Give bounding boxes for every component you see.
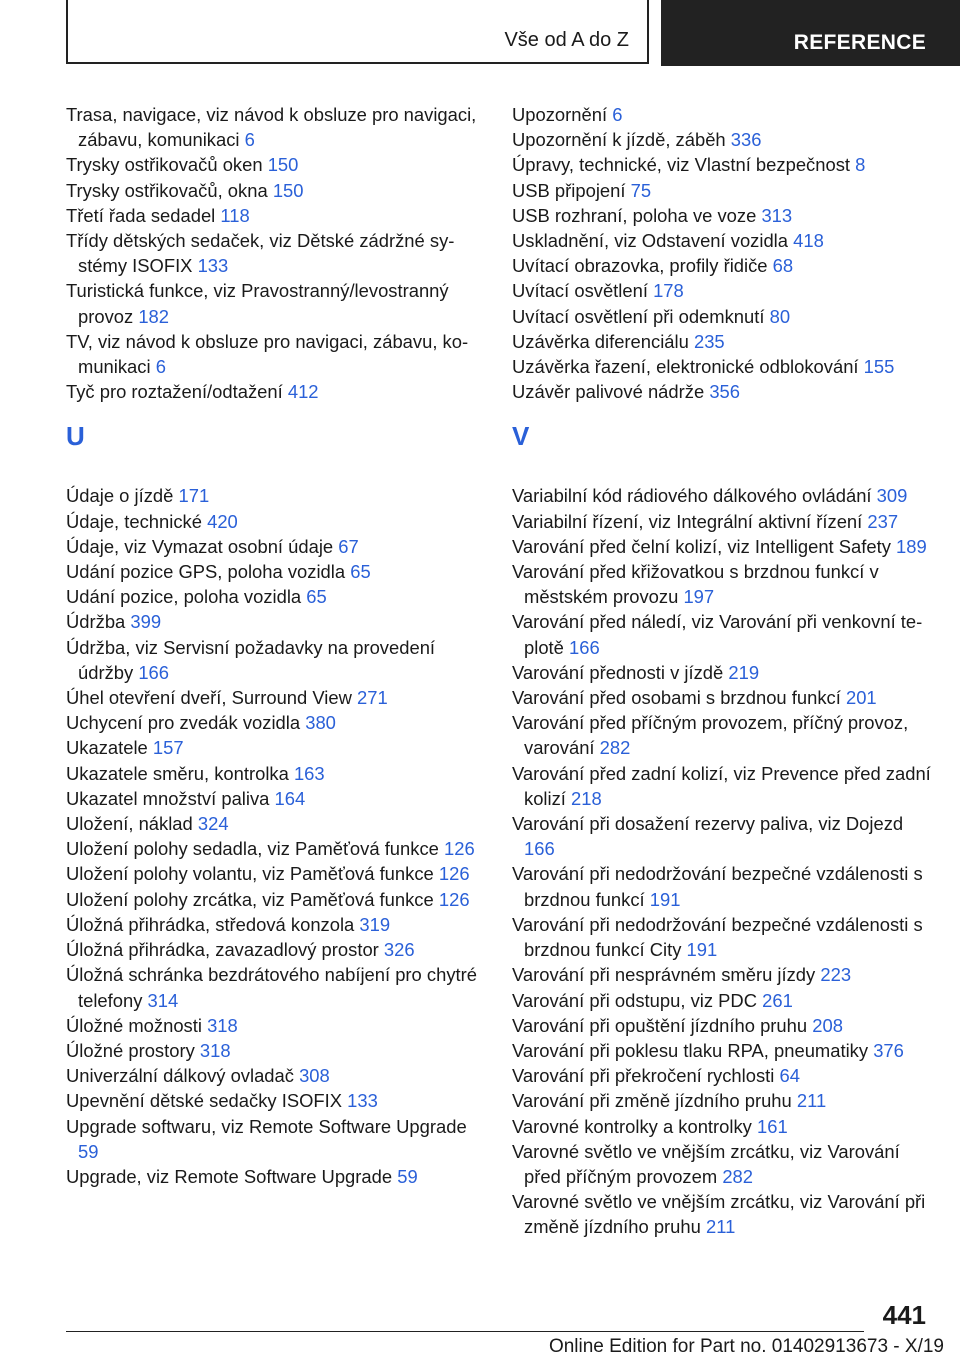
index-entry-page-link[interactable]: 356 bbox=[709, 381, 740, 403]
index-entry bbox=[512, 329, 932, 354]
index-entry-term: Úložná schránka bezdrátového nabíjení pro chytré telefony bbox=[66, 964, 477, 1011]
index-entry-term: Turistická funkce, viz Pravostranný/levostranný provoz bbox=[66, 280, 449, 327]
page-number: 441 bbox=[882, 1300, 926, 1330]
index-entry bbox=[512, 228, 932, 253]
index-entry-term: USB rozhraní, poloha ve voze bbox=[512, 204, 757, 226]
index-entry-term: Uvítací osvětlení při odemknutí bbox=[512, 305, 765, 327]
index-entry-term: Uskladnění, viz Odstavení vozidla bbox=[512, 230, 788, 252]
index-entry bbox=[512, 962, 932, 987]
index-entry-page-link[interactable]: 161 bbox=[757, 1115, 788, 1137]
index-entry-page-link[interactable]: 237 bbox=[867, 510, 899, 532]
index-entry-page-link[interactable]: 282 bbox=[722, 1165, 753, 1187]
index-entry-page-link[interactable]: 182 bbox=[138, 305, 170, 327]
index-entry-page-link[interactable]: 313 bbox=[761, 204, 793, 226]
index-entry bbox=[512, 354, 932, 379]
index-entry-page-link[interactable]: 150 bbox=[272, 179, 304, 201]
index-entry-page-link[interactable]: 68 bbox=[772, 255, 794, 277]
index-entry-page-link[interactable]: 319 bbox=[359, 913, 391, 935]
index-entry bbox=[66, 635, 486, 685]
index-entry-term: Trysky ostřikovačů, okna bbox=[66, 179, 268, 201]
index-entry bbox=[66, 228, 486, 278]
index-entry bbox=[66, 836, 486, 861]
index-entry bbox=[66, 203, 486, 228]
index-entry bbox=[512, 811, 932, 861]
index-entry bbox=[512, 1063, 932, 1088]
index-entry-page-link[interactable]: 178 bbox=[653, 280, 684, 302]
index-entry-page-link[interactable]: 163 bbox=[293, 762, 325, 784]
index-entry-term: Varování při překročení rychlosti bbox=[512, 1065, 775, 1087]
index-entry-page-link[interactable]: 155 bbox=[863, 356, 895, 378]
index-entry-term: Varování při nedodržování bezpečné vzdálenosti s brzdnou funkcí bbox=[512, 863, 923, 910]
index-entry-page-link[interactable]: 318 bbox=[207, 1014, 238, 1036]
index-entry bbox=[66, 1013, 486, 1038]
index-entry bbox=[512, 861, 932, 911]
index-entry bbox=[512, 278, 932, 303]
index-entry-page-link[interactable]: 65 bbox=[306, 586, 327, 608]
index-entry-page-link[interactable]: 189 bbox=[896, 535, 927, 557]
index-entry-term: Ukazatele bbox=[66, 737, 148, 759]
index-entry-page-link[interactable]: 6 bbox=[612, 104, 623, 125]
index-entry bbox=[512, 559, 932, 609]
index-entry-term: TV, viz návod k obsluze pro navigaci, zábavu, komunikaci bbox=[66, 330, 469, 378]
index-entry bbox=[66, 710, 486, 735]
index-entry bbox=[66, 102, 486, 152]
header-reference-label: REFERENCE bbox=[793, 31, 926, 54]
index-entry-term: Třetí řada sedadel bbox=[66, 204, 216, 226]
index-entry-term: Údaje, viz Vymazat osobní údaje bbox=[66, 535, 334, 557]
index-entry-term: USB připojení bbox=[512, 179, 626, 201]
index-entry-page-link[interactable]: 197 bbox=[683, 586, 715, 608]
index-entry-page-link[interactable]: 75 bbox=[630, 179, 652, 201]
index-entry bbox=[66, 962, 486, 1012]
index-entry bbox=[512, 509, 932, 534]
index-entry-term: Varování při poklesu tlaku RPA, pneumatiky bbox=[512, 1039, 869, 1061]
header-reference-badge bbox=[661, 0, 960, 66]
index-entry-term: Udání pozice GPS, poloha vozidla bbox=[66, 561, 346, 583]
index-entry-page-link[interactable]: 164 bbox=[274, 787, 306, 809]
index-entry-term: Uložení polohy sedadla, viz Paměťová funkce bbox=[66, 838, 439, 860]
index-entry-page-link[interactable]: 261 bbox=[762, 989, 793, 1011]
index-entry-term: Úložné možnosti bbox=[66, 1014, 202, 1036]
index-entry-term: Varovné světlo ve vnějším zrcátku, viz Varování při změně jízdního pruhu bbox=[512, 1191, 926, 1238]
index-entry-term: Uvítací osvětlení bbox=[512, 280, 648, 302]
index-entry-term: Úložné prostory bbox=[66, 1039, 195, 1061]
index-entry bbox=[66, 152, 486, 177]
index-entry-term: Varování při opuštění jízdního pruhu bbox=[512, 1014, 808, 1036]
index-entry-page-link[interactable]: 271 bbox=[357, 687, 388, 709]
index-entry bbox=[512, 1114, 932, 1139]
index-entry-page-link[interactable]: 314 bbox=[147, 989, 179, 1011]
index-entry-term: Údaje, technické bbox=[66, 510, 202, 532]
index-entry-page-link[interactable]: 376 bbox=[873, 1039, 904, 1061]
index-entry bbox=[66, 761, 486, 786]
index-entry-term: Úhel otevření dveří, Surround View bbox=[66, 687, 352, 709]
index-entry bbox=[512, 534, 932, 559]
index-entry-page-link[interactable]: 201 bbox=[845, 687, 877, 709]
index-entry-page-link[interactable]: 171 bbox=[178, 485, 210, 507]
index-entry-term: Varování při dosažení rezervy paliva, viz Dojezd bbox=[512, 813, 904, 835]
index-entry bbox=[66, 1088, 486, 1113]
index-column-left bbox=[66, 102, 486, 1189]
index-entry bbox=[512, 1038, 932, 1063]
index-entry-page-link[interactable]: 223 bbox=[820, 964, 852, 986]
index-entry-page-link[interactable]: 6 bbox=[244, 129, 255, 151]
index-entry-term: Uložení polohy zrcátka, viz Paměťová funkce bbox=[66, 888, 434, 910]
index-entry-page-link[interactable]: 191 bbox=[649, 888, 681, 910]
index-entry bbox=[66, 559, 486, 584]
index-entry-term: Variabilní kód rádiového dálkového ovládání bbox=[512, 485, 872, 507]
index-entry-page-link[interactable]: 399 bbox=[130, 611, 162, 633]
index-entry-term: Uložení polohy volantu, viz Paměťová funkce bbox=[66, 863, 434, 885]
index-entry-term: Údaje o jízdě bbox=[66, 485, 174, 507]
index-entry bbox=[512, 685, 932, 710]
index-entry-term: Upozornění k jízdě, záběh bbox=[512, 129, 726, 151]
index-entry-page-link[interactable]: 59 bbox=[78, 1140, 99, 1162]
index-entry-page-link[interactable]: 308 bbox=[299, 1065, 330, 1087]
index-entry bbox=[66, 329, 486, 379]
index-entry bbox=[66, 379, 486, 404]
index-entry bbox=[66, 509, 486, 534]
footer-edition-text: Online Edition for Part no. 01402913673 - X/19 bbox=[548, 1336, 944, 1357]
index-entry-page-link[interactable]: 65 bbox=[350, 561, 371, 583]
index-entry-page-link[interactable]: 6 bbox=[155, 356, 166, 378]
index-entry bbox=[512, 127, 932, 152]
index-column-right bbox=[512, 102, 932, 1240]
index-entry-term: Varování při nedodržování bezpečné vzdálenosti s brzdnou funkcí City bbox=[512, 913, 923, 961]
index-entry-term: Varování před příčným provozem, příčný provoz, varování bbox=[512, 712, 909, 759]
index-entry-page-link[interactable]: 166 bbox=[569, 636, 600, 658]
index-entry-term: Varování při změně jízdního pruhu bbox=[512, 1090, 792, 1112]
index-entry bbox=[512, 483, 932, 508]
index-entry bbox=[512, 203, 932, 228]
index-entry bbox=[66, 278, 486, 328]
index-entry-term: Tyč pro roztažení/odtažení bbox=[66, 381, 283, 403]
index-entry-term: Ukazatel množství paliva bbox=[66, 787, 270, 809]
index-entry-page-link[interactable]: 157 bbox=[152, 737, 184, 759]
index-entry-page-link[interactable]: 219 bbox=[728, 661, 760, 683]
index-entry-page-link[interactable]: 191 bbox=[686, 939, 718, 961]
header-section-title: Vše od A do Z bbox=[504, 29, 629, 51]
index-entry-term: Uvítací obrazovka, profily řidiče bbox=[512, 255, 768, 277]
index-entry-term: Varování při nesprávném směru jízdy bbox=[512, 964, 816, 986]
index-entry-page-link[interactable]: 380 bbox=[305, 712, 336, 734]
index-entry-page-link[interactable]: 318 bbox=[199, 1039, 231, 1061]
index-entry-term: Uložení, náklad bbox=[66, 813, 193, 835]
index-entry-page-link[interactable]: 282 bbox=[599, 737, 631, 759]
index-entry bbox=[512, 710, 932, 760]
index-entry bbox=[66, 609, 486, 634]
index-entry-page-link[interactable]: 309 bbox=[876, 485, 908, 507]
index-entry-term: Upgrade softwaru, viz Remote Software Upgrade bbox=[66, 1115, 467, 1137]
index-entry bbox=[512, 761, 932, 811]
index-entry-page-link[interactable]: 166 bbox=[138, 661, 170, 683]
index-entry-term: Uchycení pro zvedák vozidla bbox=[66, 712, 301, 734]
index-entry bbox=[66, 483, 486, 508]
index-entry bbox=[66, 937, 486, 962]
index-entry-page-link[interactable]: 118 bbox=[220, 204, 250, 226]
index-entry bbox=[512, 152, 932, 177]
index-entry bbox=[512, 102, 932, 127]
index-entry-term: Údržba bbox=[66, 611, 126, 633]
index-entry bbox=[512, 1013, 932, 1038]
index-entry bbox=[66, 584, 486, 609]
index-entry bbox=[66, 1063, 486, 1088]
index-entry bbox=[512, 912, 932, 962]
index-entry bbox=[66, 685, 486, 710]
index-entry-term: Trasa, navigace, viz návod k obsluze pro navigaci, zábavu, komunikaci bbox=[66, 104, 477, 151]
index-entry-page-link[interactable]: 336 bbox=[730, 129, 762, 151]
index-entry bbox=[512, 1088, 932, 1113]
index-entry-page-link[interactable]: 418 bbox=[793, 230, 824, 252]
index-entry bbox=[512, 253, 932, 278]
index-entry-page-link[interactable]: 211 bbox=[796, 1090, 827, 1112]
index-entry-page-link[interactable]: 211 bbox=[706, 1216, 736, 1238]
index-entry bbox=[512, 1189, 932, 1239]
header-section-box bbox=[66, 0, 649, 64]
index-entry bbox=[66, 1114, 486, 1164]
index-entry-page-link[interactable]: 133 bbox=[197, 255, 229, 277]
index-entry-term: Upozornění bbox=[512, 104, 608, 125]
index-entry-page-link[interactable]: 8 bbox=[855, 154, 866, 176]
index-entry-term: Ukazatele směru, kontrolka bbox=[66, 762, 289, 784]
index-entry-term: Upevnění dětské sedačky ISOFIX bbox=[66, 1090, 342, 1112]
index-entry-term: Varování před náledí, viz Varování při venkovní teplotě bbox=[512, 611, 923, 658]
index-entry-term: Upgrade, viz Remote Software Upgrade bbox=[66, 1165, 393, 1187]
index-entry-term: Udání pozice, poloha vozidla bbox=[66, 586, 302, 608]
footer-divider bbox=[66, 1331, 864, 1332]
index-entry-term: Varovné světlo ve vnějším zrcátku, viz Varování před příčným provozem bbox=[512, 1140, 900, 1187]
index-entry-page-link[interactable]: 166 bbox=[524, 838, 555, 860]
index-entry-page-link[interactable]: 67 bbox=[338, 535, 359, 557]
index-entry-term: Uzávěrka řazení, elektronické odblokování bbox=[512, 356, 859, 378]
index-entry bbox=[66, 735, 486, 760]
index-entry-page-link[interactable]: 208 bbox=[812, 1014, 843, 1036]
index-entry-page-link[interactable]: 150 bbox=[267, 154, 299, 176]
index-entry-term: Varování před čelní kolizí, viz Intelligent Safety bbox=[512, 535, 891, 557]
index-entry-term: Uzávěrka diferenciálu bbox=[512, 330, 689, 352]
index-entry-term: Varování před zadní kolizí, viz Prevence před zadní kolizí bbox=[512, 762, 931, 809]
index-entry-page-link[interactable]: 412 bbox=[287, 381, 319, 403]
index-letter-heading: U bbox=[66, 421, 85, 452]
index-entry-term: Třídy dětských sedaček, viz Dětské zádržné systémy ISOFIX bbox=[66, 230, 455, 277]
index-entry-term: Úložná přihrádka, zavazadlový prostor bbox=[66, 939, 379, 961]
index-entry bbox=[512, 988, 932, 1013]
index-entry-page-link[interactable]: 126 bbox=[438, 888, 470, 910]
index-entry bbox=[512, 304, 932, 329]
index-entry-term: Varování před křižovatkou s brzdnou funkcí v městském provozu bbox=[512, 561, 879, 608]
index-entry-page-link[interactable]: 59 bbox=[397, 1165, 418, 1187]
index-entry-page-link[interactable]: 218 bbox=[571, 787, 602, 809]
index-entry bbox=[66, 912, 486, 937]
index-entry-term: Variabilní řízení, viz Integrální aktivní řízení bbox=[512, 510, 863, 532]
index-entry-page-link[interactable]: 420 bbox=[207, 510, 238, 532]
index-entry-term: Trysky ostřikovačů oken bbox=[66, 154, 263, 176]
index-entry-page-link[interactable]: 133 bbox=[347, 1090, 378, 1112]
index-entry-page-link[interactable]: 235 bbox=[693, 330, 725, 352]
index-letter-heading: V bbox=[512, 421, 530, 452]
index-entry-term: Uzávěr palivové nádrže bbox=[512, 381, 705, 403]
index-entry bbox=[66, 861, 486, 886]
index-entry bbox=[66, 1038, 486, 1063]
index-entry bbox=[66, 786, 486, 811]
index-entry bbox=[66, 534, 486, 559]
index-entry-term: Varování při odstupu, viz PDC bbox=[512, 989, 757, 1011]
index-entry-page-link[interactable]: 64 bbox=[779, 1065, 800, 1087]
index-entry bbox=[512, 178, 932, 203]
index-entry-page-link[interactable]: 80 bbox=[769, 305, 791, 327]
index-entry bbox=[512, 1139, 932, 1189]
index-entry bbox=[512, 660, 932, 685]
index-entry bbox=[512, 609, 932, 659]
index-entry bbox=[66, 1164, 486, 1189]
index-entry bbox=[66, 178, 486, 203]
index-entry bbox=[66, 811, 486, 836]
index-entry-page-link[interactable]: 126 bbox=[438, 863, 470, 885]
index-entry-term: Univerzální dálkový ovladač bbox=[66, 1065, 294, 1087]
index-entry-page-link[interactable]: 126 bbox=[444, 838, 475, 860]
index-entry-term: Úpravy, technické, viz Vlastní bezpečnost bbox=[512, 154, 850, 176]
index-entry bbox=[512, 379, 932, 404]
index-entry-term: Údržba, viz Servisní požadavky na provedení údržby bbox=[66, 636, 436, 683]
index-entry bbox=[66, 887, 486, 912]
index-entry-page-link[interactable]: 324 bbox=[197, 813, 229, 835]
index-entry-term: Úložná přihrádka, středová konzola bbox=[66, 913, 355, 935]
index-entry-term: Varování přednosti v jízdě bbox=[512, 661, 724, 683]
index-entry-term: Varovné kontrolky a kontrolky bbox=[512, 1115, 752, 1137]
index-entry-page-link[interactable]: 326 bbox=[383, 939, 415, 961]
index-entry-term: Varování před osobami s brzdnou funkcí bbox=[512, 687, 841, 709]
